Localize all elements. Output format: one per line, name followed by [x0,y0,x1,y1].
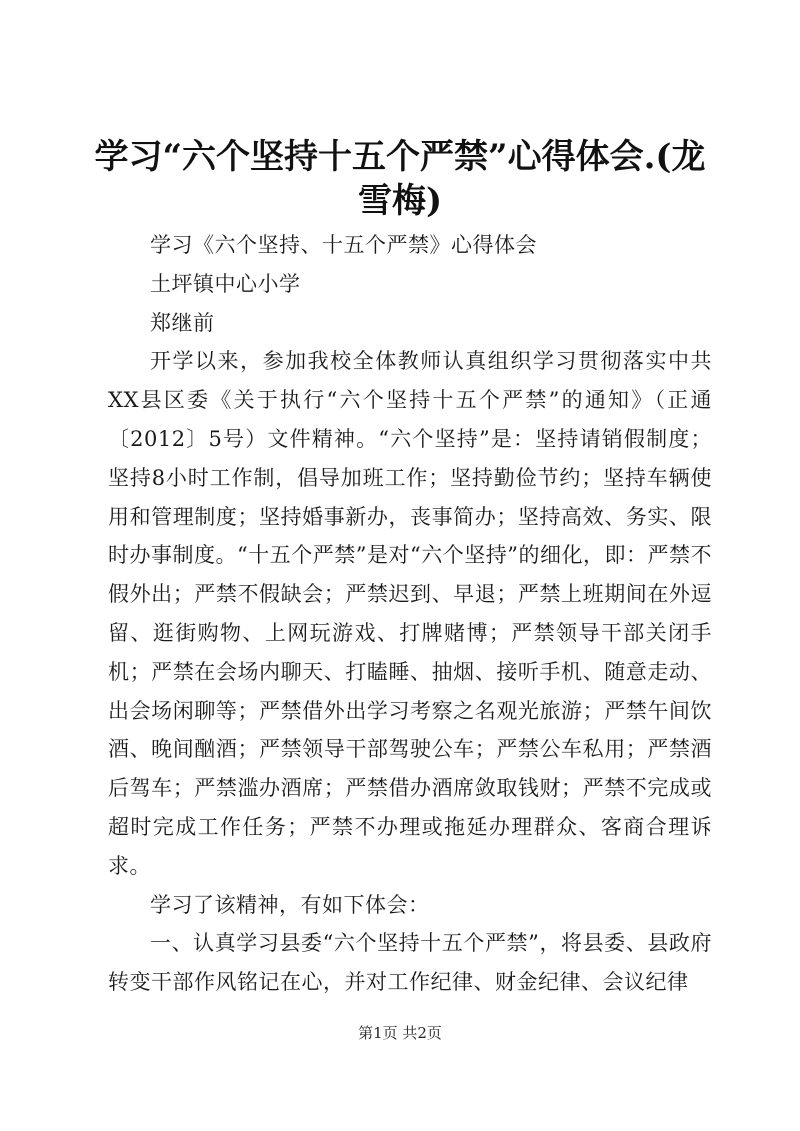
paragraph-point-one: 一、认真学习县委“六个坚持十五个严禁”，将县委、县政府转变干部作风铭记在心，并对工作纪律、财金纪律、会议纪律 [108,931,712,995]
paragraph-intro: 开学以来，参加我校全体教师认真组织学习贯彻落实中共XX县区委《关于执行“六个坚持十五个严禁”的通知》（正通〔2012〕5号）文件精神。“六个坚持”是：坚持请销假制度；坚持8小时工作制，倡导加班工作；坚持勤俭节约；坚持车辆使用和管理制度；坚持婚事新办，丧事简办；坚持高效、务实、限时办事制度。“十五个严禁”是对“六个坚持”的细化，即：严禁不假外出；严禁不假缺会；严禁迟到、早退；严禁上班期间在外逗留、逛街购物、上网玩游戏、打牌赌博；严禁领导干部关闭手机；严禁在会场内聊天、打瞌睡、抽烟、接听手机、随意走动、出会场闲聊等；严禁借外出学习考察之名观光旅游；严禁午间饮酒、晚间酗酒；严禁领导干部驾驶公车；严禁公车私用；严禁酒后驾车；严禁滥办酒席；严禁借办酒席敛取钱财；严禁不完成或超时完成工作任务；严禁不办理或拖延办理群众、客商合理诉求。 [108,349,712,878]
paragraph-reflection-lead: 学习了该精神，有如下体会： [150,892,430,917]
school-name: 土坪镇中心小学 [150,271,301,296]
page-number: 第1页 共2页 [358,1024,442,1042]
document-body [108,226,712,1002]
author-name: 郑继前 [150,310,215,335]
subtitle: 学习《六个坚持、十五个严禁》心得体会 [150,233,537,257]
document-title: 学习“六个坚持十五个严禁”心得体会.(龙雪梅) [94,137,706,221]
